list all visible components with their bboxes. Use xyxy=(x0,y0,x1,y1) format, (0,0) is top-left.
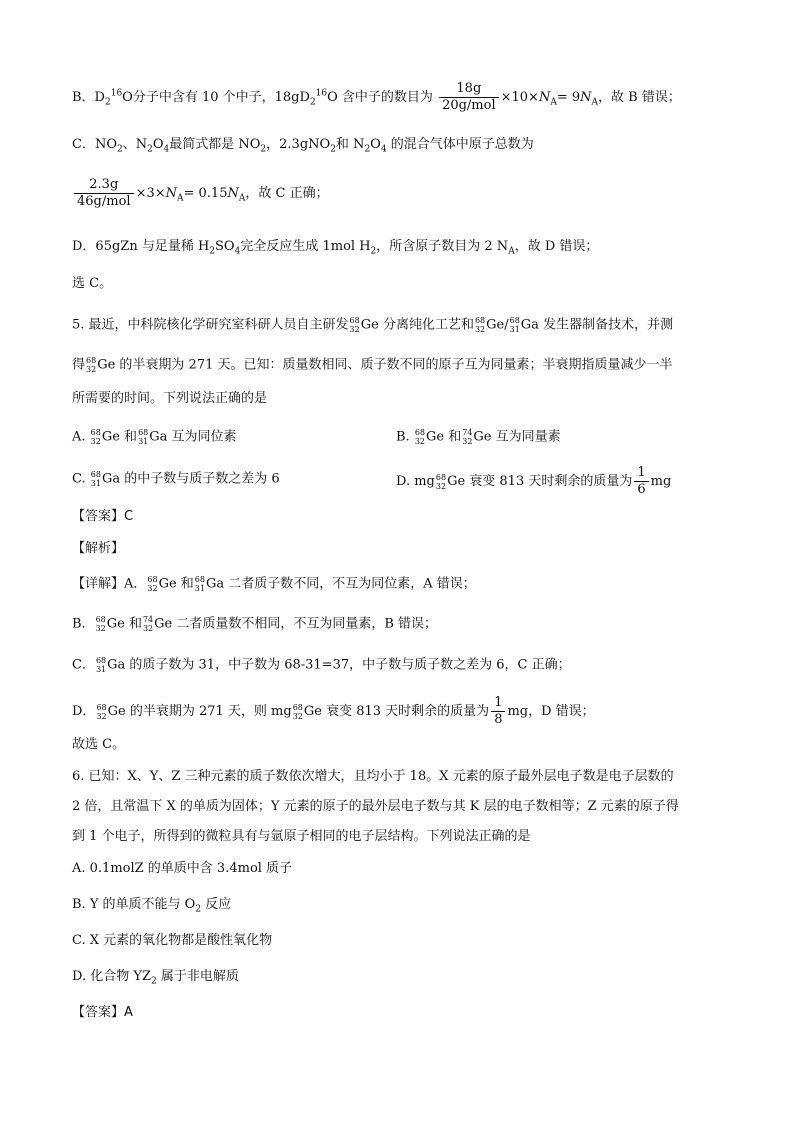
fraction: $\frac{1}{8}$ xyxy=(491,696,505,727)
fraction: $\frac{18g}{\text{20g/mol}}$ xyxy=(439,82,499,113)
answer-6: 【答案】A xyxy=(72,1005,133,1020)
q6-option-d: D. 化合物 $YZ_2$ 属于非电解质 xyxy=(72,969,239,987)
detail-d: D． 68 32 Ge 的半衰期为 271 天，则 mg 68 32 Ge 衰变 813 天时剩余的质量为 $\frac{1}{8}$ mg，D 错误； xyxy=(72,695,595,727)
detail-c: C． 68 31 Ga 的质子数为 31，中子数为 68-31=37，中子数与质子数之差为 6，C 正确； xyxy=(72,656,571,674)
q5-option-a: A. 68 32 Ge 和 68 31 Ga 互为同位素 xyxy=(72,428,237,446)
q6-line1: 6. 已知：X、Y、Z 三种元素的质子数依次增大，且均小于 18。X 元素的原子最外层电子数是电子层数的 xyxy=(72,769,674,784)
analysis-5: 【解析】 xyxy=(72,541,125,556)
q5-line3: 所需要的时间。下列说法正确的是 xyxy=(72,391,268,406)
line-c1: C．$NO_2$、$N_2O_4$最简式都是 $NO_2$，2.3gNO$_2$和 $N_2O_4$ 的混合气体中原子总数为 xyxy=(72,137,534,155)
answer-5: 【答案】C xyxy=(72,509,134,524)
line-c2: $\frac{2.3g}{\text{46g/mol}}$ $\times 3\times N_A= 0.15N_A$，故 C 正确； xyxy=(72,178,329,209)
q5-option-c: C. 68 31 Ga 的中子数与质子数之差为 6 xyxy=(72,470,280,488)
q6-option-c: C. X 元素的氧化物都是酸性氧化物 xyxy=(72,933,273,948)
q5-line2: 得 68 32 Ge 的半衰期为 271 天。已知：质量数相同、质子数不同的原子互为同量素；半衰期指质量减少一半 xyxy=(72,356,673,374)
q5-option-d: D. mg 68 32 Ge 衰变 813 天时剩余的质量为 $\frac{1}{6}$ mg xyxy=(396,465,672,497)
q5-line1: 5. 最近，中科院核化学研究室科研人员自主研发 68 32 Ge 分离纯化工艺和 68 32 Ge/ 68 31 Ga 发生器制备技术，并测 xyxy=(72,316,674,334)
q6-option-a: A. 0.1molZ 的单质中含 3.4mol 质子 xyxy=(72,861,293,876)
fraction: $\frac{1}{6}$ xyxy=(634,466,648,497)
select-c-2: 故选 C。 xyxy=(72,737,126,752)
select-c: 选 C。 xyxy=(72,276,113,291)
detail-b: B． 68 32 Ge 和 74 32 Ge 二者质量数不相同，不互为同量素，B 错误； xyxy=(72,615,438,633)
q6-option-b: B. Y 的单质不能与 $O_2$ 反应 xyxy=(72,897,232,915)
q6-line3: 到 1 个电子，所得到的微粒具有与氩原子相同的电子层结构。下列说法正确的是 xyxy=(72,829,531,844)
fraction: $\frac{2.3g}{\text{46g/mol}}$ xyxy=(74,178,134,209)
q5-option-b: B. 68 32 Ge 和 74 32 Ge 互为同量素 xyxy=(396,428,561,446)
line-d: D．65gZn 与足量稀 $H_2SO_4$完全反应生成 1mol $H_2$，所含原子数目为 2 $N_A$，故 D 错误； xyxy=(72,239,599,257)
detail-a: 【详解】A． 68 32 Ge 和 68 31 Ga 二者质子数不同，不互为同位素，A 错误； xyxy=(72,575,476,593)
q6-line2: 2 倍，且常温下 X 的单质为固体；Y 元素的原子的最外层电子数与其 K 层的电子数相等；Z 元素的原子得 xyxy=(72,799,679,814)
line-b: B．$D_2^{16}O$分子中含有 10 个中子，$18gD_2^{16}O$ 含中子的数目为 $\frac{18g}{\text{20g/mol}}$ $\times 10\times N_A= 9N_A$，故 B 错误； xyxy=(72,81,681,113)
